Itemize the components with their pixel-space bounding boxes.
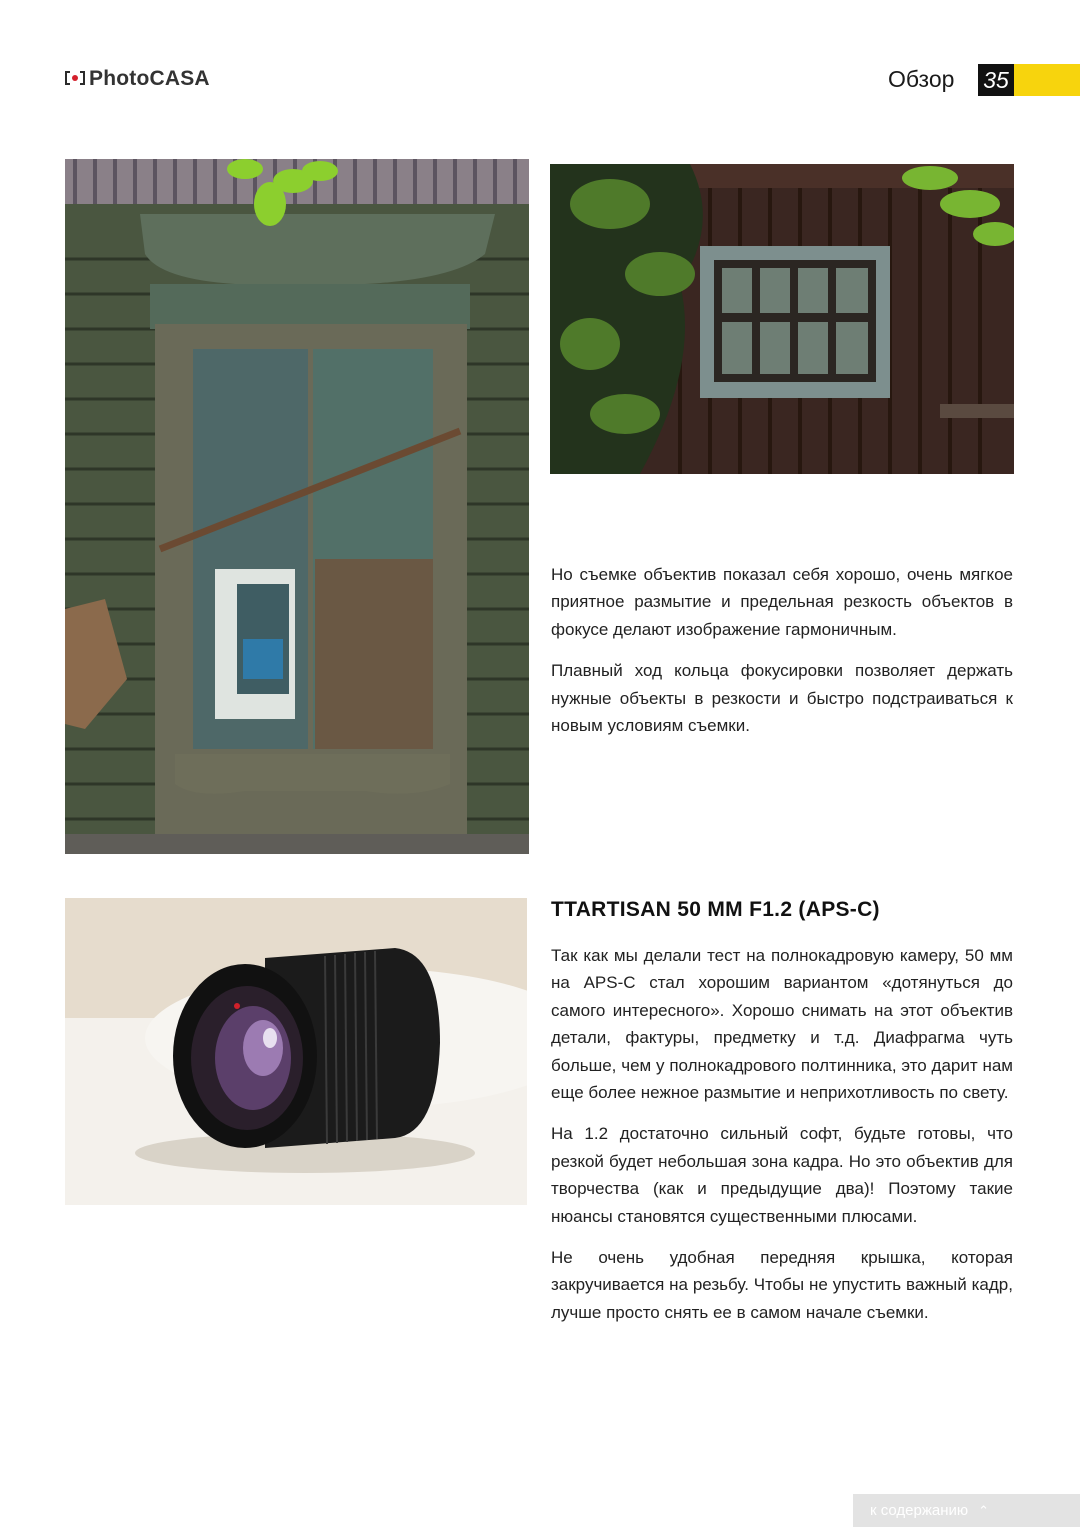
page-number: 35 <box>978 64 1014 96</box>
photo-window-shutters <box>65 159 529 854</box>
logo-text: PhotoCASA <box>89 67 210 90</box>
table-of-contents-link[interactable] <box>853 1494 1080 1527</box>
section-title: Обзор <box>888 66 955 92</box>
page-accent-bar <box>1014 64 1080 96</box>
toc-label: к содержанию <box>870 1502 969 1519</box>
section-heading: TTARTISAN 50 MM F1.2 (APS-C) <box>551 898 880 921</box>
double-chevron-up-icon: ⌃ <box>978 1503 990 1518</box>
section2-text <box>551 942 1013 1340</box>
camera-frame-icon <box>65 71 85 87</box>
paragraph: Но съемке объектив показал себя хорошо, очень мягкое приятное размытие и предельная резкость объектов в фокусе делают изображение гармоничным. <box>551 565 1013 639</box>
logo[interactable] <box>65 64 210 94</box>
paragraph: Плавный ход кольца фокусировки позволяет держать нужные объекты в резкости и быстро подстраиваться к новым условиям съемки. <box>551 661 1013 736</box>
photo-house-window <box>550 164 1014 474</box>
section1-text <box>551 561 1013 753</box>
paragraph: Так как мы делали тест на полнокадровую камеру, 50 мм на APS-C стал хорошим вариантом «дотянуться до самого интересного». Хорошо снимать на этот объектив детали, фактуры, предметку и т.д. Диафрагма чуть больше, чем у полнокадрового полтинника, это дарит нам еще более нежное размытие и неприхотливость по свету. <box>551 946 1013 1103</box>
paragraph: Не очень удобная передняя крышка, которая закручивается на резьбу. Чтобы не упустить важный кадр, лучше просто снять ее в самом начале съемки. <box>551 1248 1013 1322</box>
paragraph: На 1.2 достаточно сильный софт, будьте готовы, что резкой будет небольшая зона кадра. Но это объектив для творчества (как и предыдущие два)! Поэтому такие нюансы становятся существенными плюсами. <box>551 1124 1013 1226</box>
photo-lens <box>65 898 527 1205</box>
